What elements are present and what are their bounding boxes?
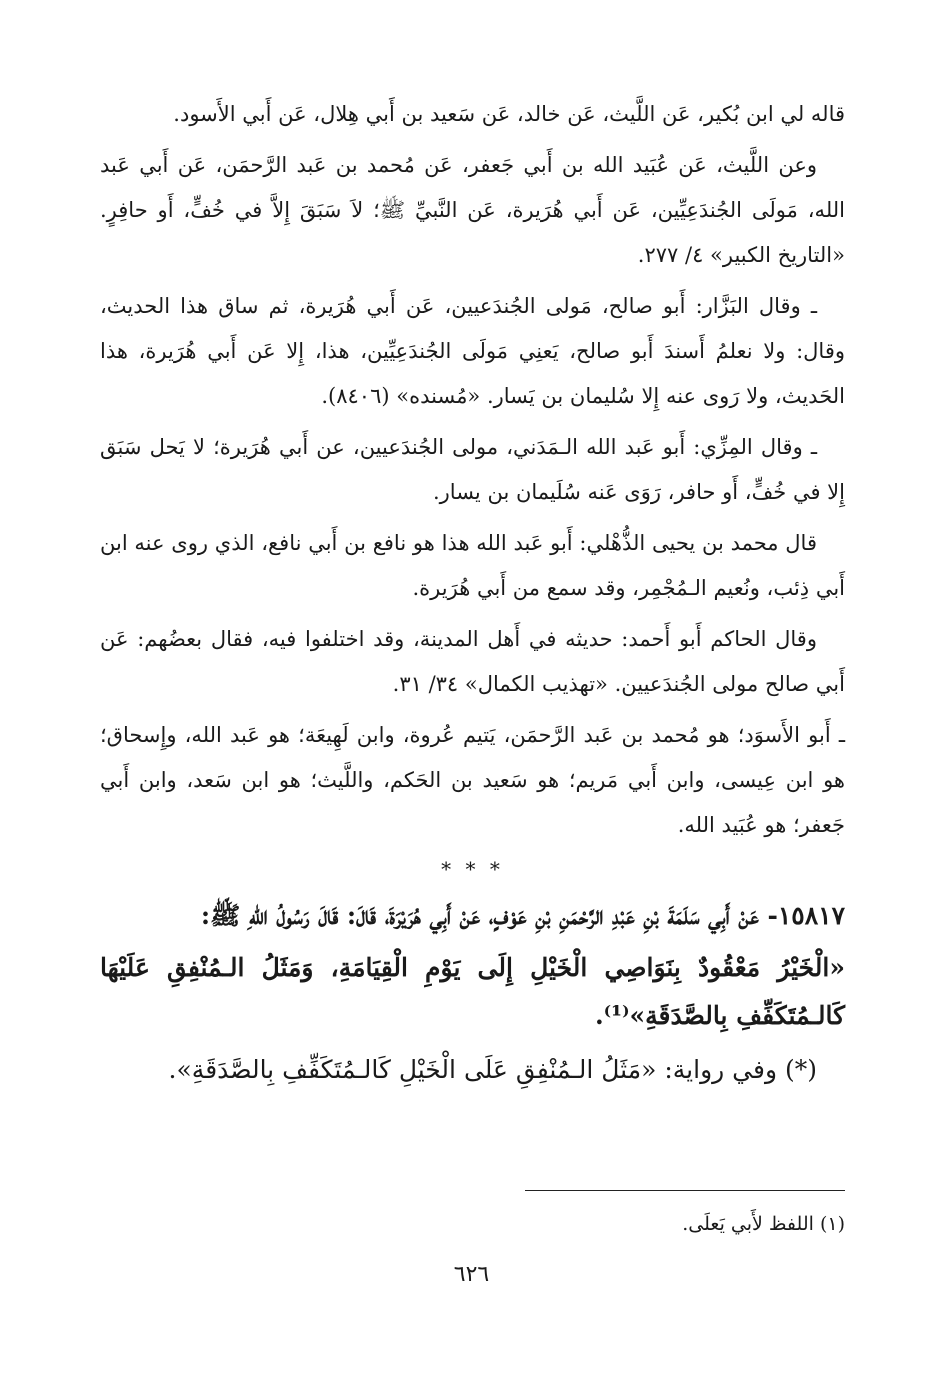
footnote-divider (525, 1190, 845, 1191)
hadith-text: «الْخَيْرُ مَعْقُودٌ بِنَوَاصِي الْخَيْلِ إِلَى يَوْمِ الْقِيَامَةِ، وَمَثَلُ الـمُنْفِقِ عَلَيْهَا كَالـمُتَكَفِّفِ بِالصَّدَقَةِ»⁽¹⁾. (100, 953, 845, 1030)
footnote: (١) اللفظ لأَبي يَعلَى. (682, 1213, 845, 1235)
paragraph: وقال الحاكم أَبو أَحمد: حديثه في أَهل المدينة، وقد اختلفوا فيه، فقال بعضُهم: عَن أَبي صالح مولى الجُندَعيين. «تهذيب الكمال» ٣٤/ ٣١. (100, 627, 845, 696)
paragraph: ـ وقال المِزِّي: أَبو عَبد الله الـمَدَني، مولى الجُندَعيين، عن أَبي هُرَيرة؛ لا يَحل سَبَق إِلا في خُفٍّ، أَو حافر، رَوَى عَنه سُلَيمان بن يسار. (100, 435, 845, 504)
paragraph: ـ وقال البَزَّار: أَبو صالح، مَولى الجُندَعيين، عَن أَبي هُرَيرة، ثم ساق هذا الحديث، وقال: ولا نعلمُ أَسندَ أَبو صالح، يَعنِي مَولَى الجُندَعِيِّين، هذا، إِلا عَن أَبي هُرَيرة، هذا الحَديث، ولا رَوى عنه إِلا سُليمان بن يَسار. «مُسنده» (٨٤٠٦). (100, 294, 845, 408)
section-separator: * * * (441, 857, 504, 881)
paragraph: ـ أَبو الأَسوَد؛ هو مُحمد بن عَبد الرَّحمَن، يَتيم عُروة، وابن لَهِيعَة؛ هو عَبد الله، وإِسحاق؛ هو ابن عِيسى، وابن أَبي مَريم؛ هو سَعيد بن الحَكم، واللَّيث؛ هو ابن سَعد، وابن أَبي جَعفر؛ هو عُبَيد الله. (100, 723, 845, 837)
paragraph: وعن اللَّيث، عَن عُبَيد الله بن أَبي جَعفر، عَن مُحمد بن عَبد الرَّحمَن، عَن أَبي عَبد الله، مَولَى الجُندَعِيِّين، عَن أَبي هُرَيرة، عَن النَّبيِّ ﷺ؛ لاَ سَبَقَ إِلاَّ في خُفٍّ، أَو حافِرٍ. «التاريخ الكبير» ٤/ ٢٧٧. (100, 153, 845, 267)
paragraph: قال محمد بن يحيى الذُّهْلي: أَبو عَبد الله هذا هو نافع بن أَبي نافع، الذي روى عنه ابن أَبي ذِئب، ونُعيم الـمُجْمِر، وقد سمع من أَبي هُرَيرة. (100, 531, 845, 600)
page-body (100, 92, 845, 1094)
hadith-variant: (*) وفي رواية: «مَثَلُ الـمُنْفِقِ عَلَى الْخَيْلِ كَالـمُتَكَفِّفِ بِالصَّدَقَةِ». (168, 1055, 817, 1084)
hadith-header: ١٥٨١٧- عَنْ أَبِي سَلَمَةَ بْنِ عَبْدِ الرَّحْمَنِ بْنِ عَوْفٍ، عَنْ أَبِي هُرَيْرَةَ، قَالَ: قَالَ رَسُولُ اللهِ ﷺ: (200, 901, 845, 930)
paragraph: قاله لي ابن بُكير، عَن اللَّيث، عَن خالد، عَن سَعيد بن أَبي هِلال، عَن أَبي الأَسود. (173, 102, 845, 126)
page-number: ٦٢٦ (453, 1262, 490, 1287)
